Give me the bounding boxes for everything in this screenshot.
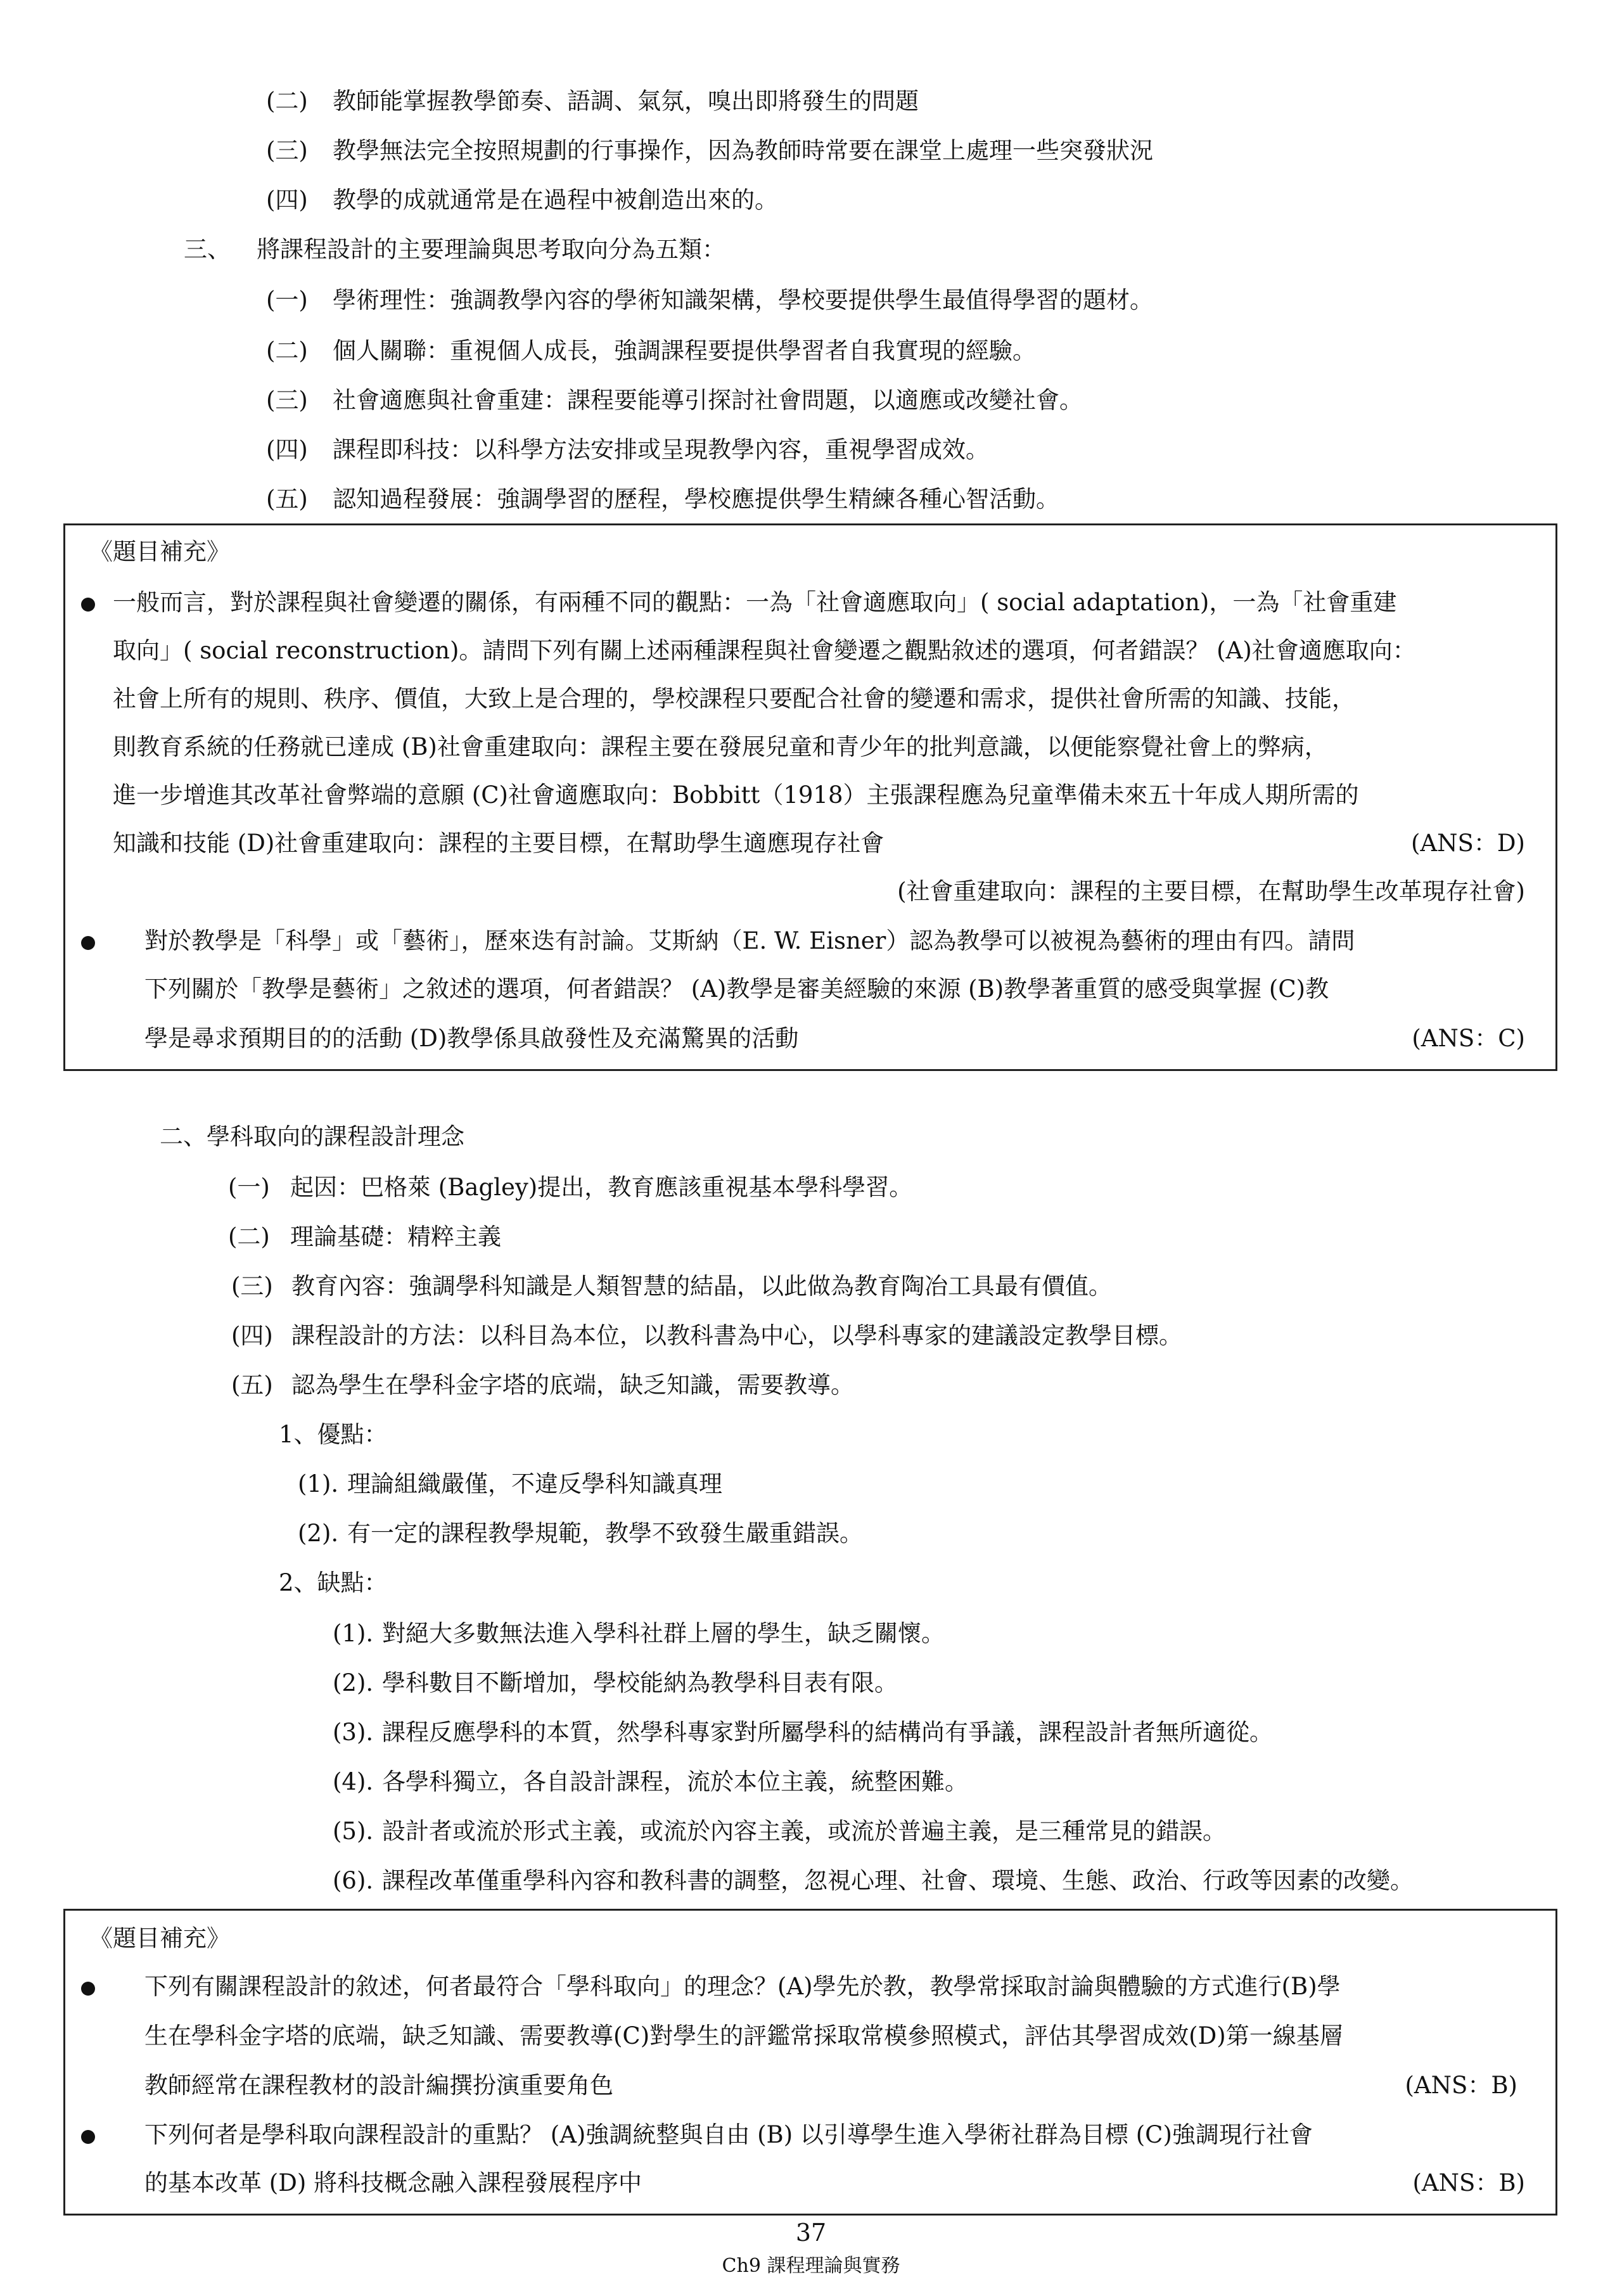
- list-item: [333, 1866, 1414, 1896]
- list-item: [266, 285, 1153, 316]
- list-marker: (2).: [333, 1669, 374, 1696]
- list-item: [266, 484, 1059, 515]
- list-text: 學科數目不斷增加，學校能納為教學科目表有限。: [382, 1669, 898, 1696]
- question-line: 下列何者是學科取向課程設計的重點？ (A)強調統整與自由 (B) 以引導學生進入學術社群為目標 (C)強調現行社會: [144, 2121, 1313, 2148]
- list-marker: (三): [266, 137, 308, 164]
- list-marker: (四): [266, 186, 308, 214]
- list-text: 課程即科技：以科學方法安排或呈現教學內容，重視學習成效。: [333, 436, 989, 463]
- list-item: [298, 1469, 722, 1499]
- question-line: 知識和技能 (D)社會重建取向：課程的主要目標，在幫助學生適應現存社會: [113, 830, 884, 857]
- section-heading: [184, 234, 725, 265]
- section-heading: 二、學科取向的課程設計理念: [160, 1123, 464, 1150]
- list-marker: (2).: [298, 1520, 339, 1547]
- question-line: 一般而言，對於課程與社會變遷的關係，有兩種不同的觀點：一為「社會適應取向」( social adaptation)，一為「社會重建: [113, 589, 1397, 616]
- section-title: 將課程設計的主要理論與思考取向分為五類：: [257, 236, 725, 263]
- list-text: 理論基礎：精粹主義: [290, 1223, 501, 1250]
- section-marker: 三、: [184, 236, 231, 263]
- list-text: 各學科獨立，各自設計課程，流於本位主義，統整困難。: [382, 1768, 968, 1795]
- list-item: [266, 336, 1036, 366]
- list-item: [231, 1321, 1182, 1351]
- box-heading: 《題目補充》: [89, 538, 230, 565]
- list-marker: (二): [266, 337, 308, 364]
- list-text: 對絕大多數無法進入學科社群上層的學生，缺乏關懷。: [382, 1620, 945, 1647]
- list-text: 社會適應與社會重建：課程要能導引探討社會問題，以適應或改變社會。: [333, 387, 1083, 414]
- page-number: 37: [795, 2219, 827, 2247]
- list-text: 學術理性：強調教學內容的學術知識架構，學校要提供學生最值得學習的題材。: [333, 286, 1153, 314]
- answer-label: (ANS：B): [1405, 2072, 1517, 2099]
- chapter-footer: Ch9 課程理論與實務: [722, 2255, 900, 2277]
- list-text: 起因：巴格萊 (Bagley)提出，教育應該重視基本學科學習。: [290, 1174, 913, 1201]
- question-line: 取向」( social reconstruction)。請問下列有關上述兩種課程與社會變遷之觀點敘述的選項，何者錯誤？ (A)社會適應取向：: [113, 637, 1416, 664]
- box-heading: 《題目補充》: [89, 1925, 230, 1952]
- list-item: [333, 1767, 968, 1797]
- question-line: 下列關於「教學是藝術」之敘述的選項，何者錯誤？ (A)教學是審美經驗的來源 (B)教學著重質的感受與掌握 (C)教: [144, 975, 1329, 1003]
- question-line: 社會上所有的規則、秩序、價值，大致上是合理的，學校課程只要配合社會的變遷和需求，提供社會所需的知識、技能，: [113, 685, 1355, 712]
- list-item: [266, 185, 778, 215]
- list-text: 課程改革僅重學科內容和教科書的調整，忽視心理、社會、環境、生態、政治、行政等因素的改變。: [382, 1867, 1414, 1894]
- list-item: [228, 1172, 912, 1203]
- list-text: 有一定的課程教學規範，教學不致發生嚴重錯誤。: [347, 1520, 863, 1547]
- answer-note: (社會重建取向：課程的主要目標，在幫助學生改革現存社會): [897, 878, 1525, 905]
- list-item: [266, 385, 1083, 416]
- list-marker: (1).: [333, 1620, 374, 1647]
- bullet-icon: [81, 936, 95, 950]
- list-marker: (三): [231, 1273, 273, 1300]
- list-text: 個人關聯：重視個人成長，強調課程要提供學習者自我實現的經驗。: [333, 337, 1036, 364]
- list-text: 認為學生在學科金字塔的底端，缺乏知識，需要教導。: [291, 1371, 854, 1399]
- list-item: [333, 1717, 1273, 1748]
- list-text: 設計者或流於形式主義，或流於內容主義，或流於普遍主義，是三種常見的錯誤。: [382, 1818, 1226, 1845]
- list-item: [298, 1518, 863, 1549]
- list-marker: (5).: [333, 1818, 374, 1845]
- question-line: 則教育系統的任務就已達成 (B)社會重建取向：課程主要在發展兒童和青少年的批判意識，以便能察覺社會上的弊病，: [113, 733, 1328, 760]
- list-marker: (4).: [333, 1768, 374, 1795]
- question-line: 對於教學是「科學」或「藝術」，歷來迭有討論。艾斯納（E. W. Eisner）認為教學可以被視為藝術的理由有四。請問: [144, 927, 1355, 954]
- list-item: [333, 1619, 945, 1649]
- question-line: 的基本改革 (D) 將科技概念融入課程發展程序中: [144, 2169, 642, 2197]
- answer-label: (ANS：C): [1412, 1025, 1525, 1052]
- bullet-icon: [81, 2130, 95, 2144]
- list-item: [231, 1370, 854, 1401]
- list-marker: (三): [266, 387, 308, 414]
- question-line: 進一步增進其改革社會弊端的意願 (C)社會適應取向：Bobbitt（1918）主張課程應為兒童準備未來五十年成人期所需的: [113, 781, 1359, 809]
- supplement-box: [63, 1909, 1557, 2216]
- subsection-title: 2、缺點：: [279, 1569, 388, 1596]
- answer-label: (ANS：B): [1412, 2169, 1525, 2197]
- list-marker: (四): [266, 436, 308, 463]
- list-text: 教育內容：強調學科知識是人類智慧的結晶，以此做為教育陶冶工具最有價值。: [291, 1273, 1112, 1300]
- list-item: [231, 1271, 1112, 1302]
- list-marker: (3).: [333, 1719, 374, 1746]
- list-marker: (五): [266, 485, 308, 513]
- question-line: 下列有關課程設計的敘述，何者最符合「學科取向」的理念？(A)學先於教，教學常採取討論與體驗的方式進行(B)學: [144, 1973, 1341, 2000]
- question-line: 教師經常在課程教材的設計編撰扮演重要角色: [144, 2072, 613, 2099]
- question-line: 學是尋求預期目的的活動 (D)教學係具啟發性及充滿驚異的活動: [144, 1025, 799, 1052]
- list-text: 理論組織嚴僅，不違反學科知識真理: [347, 1470, 722, 1498]
- list-marker: (二): [228, 1223, 270, 1250]
- bullet-icon: [81, 1982, 95, 1996]
- list-item: [266, 86, 919, 117]
- list-text: 課程反應學科的本質，然學科專家對所屬學科的結構尚有爭議，課程設計者無所適從。: [382, 1719, 1273, 1746]
- answer-label: (ANS：D): [1411, 830, 1525, 857]
- bullet-icon: [81, 598, 95, 612]
- subsection-title: 1、優點：: [279, 1421, 388, 1448]
- list-marker: (二): [266, 87, 308, 115]
- list-marker: (一): [228, 1174, 270, 1201]
- list-item: [266, 136, 1153, 166]
- list-marker: (一): [266, 286, 308, 314]
- list-item: [228, 1222, 501, 1252]
- list-item: [333, 1816, 1226, 1847]
- list-marker: (四): [231, 1322, 273, 1349]
- question-line: 生在學科金字塔的底端，缺乏知識、需要教導(C)對學生的評鑑常採取常模參照模式，評估其學習成效(D)第一線基層: [144, 2022, 1343, 2049]
- list-text: 教師能掌握教學節奏、語調、氣氛，嗅出即將發生的問題: [333, 87, 919, 115]
- list-text: 教學無法完全按照規劃的行事操作，因為教師時常要在課堂上處理一些突發狀況: [333, 137, 1153, 164]
- list-text: 認知過程發展：強調學習的歷程，學校應提供學生精練各種心智活動。: [333, 485, 1059, 513]
- supplement-box: [63, 523, 1557, 1071]
- list-marker: (五): [231, 1371, 273, 1399]
- list-item: [333, 1668, 898, 1698]
- list-text: 教學的成就通常是在過程中被創造出來的。: [333, 186, 778, 214]
- list-marker: (1).: [298, 1470, 339, 1498]
- list-item: [266, 435, 989, 465]
- list-marker: (6).: [333, 1867, 374, 1894]
- list-text: 課程設計的方法：以科目為本位，以教科書為中心，以學科專家的建議設定教學目標。: [291, 1322, 1182, 1349]
